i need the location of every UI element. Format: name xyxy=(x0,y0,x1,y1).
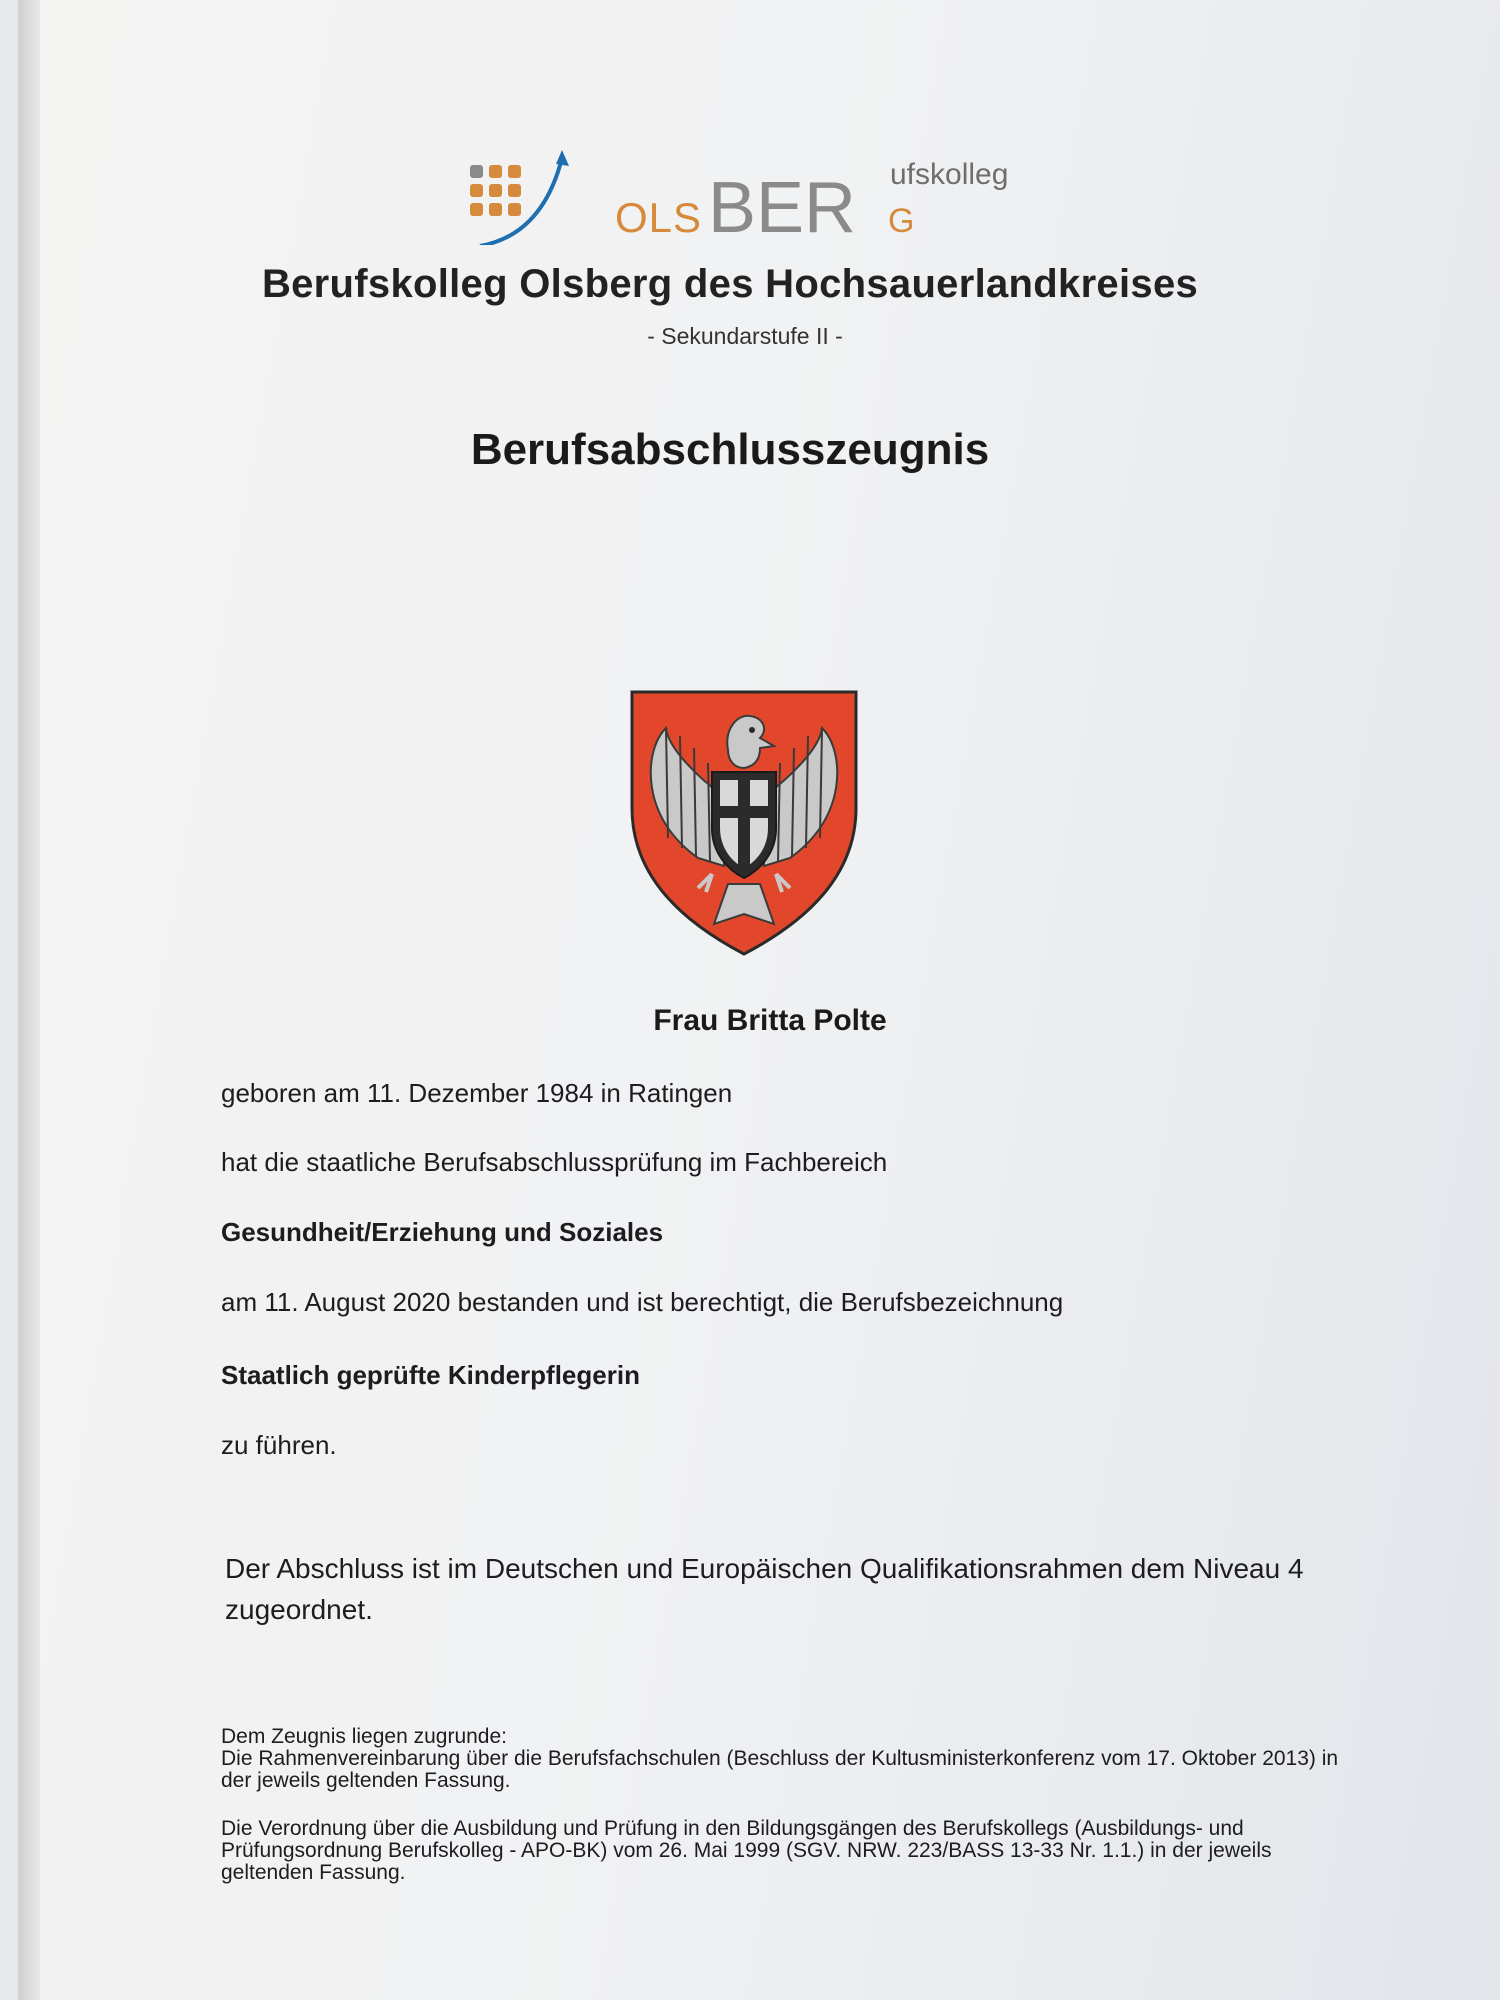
school-level: - Sekundarstufe II - xyxy=(647,323,843,349)
dots-icon xyxy=(470,165,521,216)
logo-suffix-high: ufskolleg xyxy=(890,158,1009,191)
school-name: Berufskolleg Olsberg des Hochsauerlandkreises xyxy=(261,262,1199,306)
legal-intro: Dem Zeugnis liegen zugrunde: xyxy=(221,1725,508,1748)
passed-line: am 11. August 2020 bestanden und ist berechtigt, die Berufsbezeichnung xyxy=(221,1287,1064,1317)
closing-line: zu führen. xyxy=(221,1430,337,1460)
birth-line: geboren am 11. Dezember 1984 in Ratingen xyxy=(221,1078,733,1108)
arrow-icon xyxy=(480,150,569,245)
logo-suffix-low: G xyxy=(888,202,915,240)
field-of-study: Gesundheit/Erziehung und Soziales xyxy=(221,1217,664,1247)
logo-main: BER xyxy=(708,168,857,245)
logo-prefix: OLS xyxy=(615,194,703,241)
recipient-name: Frau Britta Polte xyxy=(653,1004,887,1037)
school-logo xyxy=(470,150,1030,245)
legal-basis xyxy=(221,1726,1351,1910)
qualification-statement: Der Abschluss ist im Deutschen und Europäischen Qualifikationsrahmen dem Niveau 4 zugeordnet. xyxy=(225,1553,1304,1625)
document-title: Berufsabschlusszeugnis xyxy=(470,425,990,474)
coat-of-arms-icon xyxy=(628,688,860,958)
legal-basis-1: Die Rahmenvereinbarung über die Berufsfachschulen (Beschluss der Kultusministerkonferenz vom 17. Oktober 2013) in der jeweils geltenden Fassung. xyxy=(221,1747,1339,1792)
job-title: Staatlich geprüfte Kinderpflegerin xyxy=(221,1360,640,1390)
legal-basis-2: Die Verordnung über die Ausbildung und Prüfung in den Bildungsgängen des Berufskollegs (Ausbildungs- und Prüfungsordnung Berufskolleg - APO-BK) vom 26. Mai 1999 (SGV. NRW. 223/BASS 13-33 Nr. 1.1.) in der jeweils geltenden Fassung. xyxy=(221,1817,1272,1884)
exam-line: hat die staatliche Berufsabschlussprüfung im Fachbereich xyxy=(221,1147,888,1177)
